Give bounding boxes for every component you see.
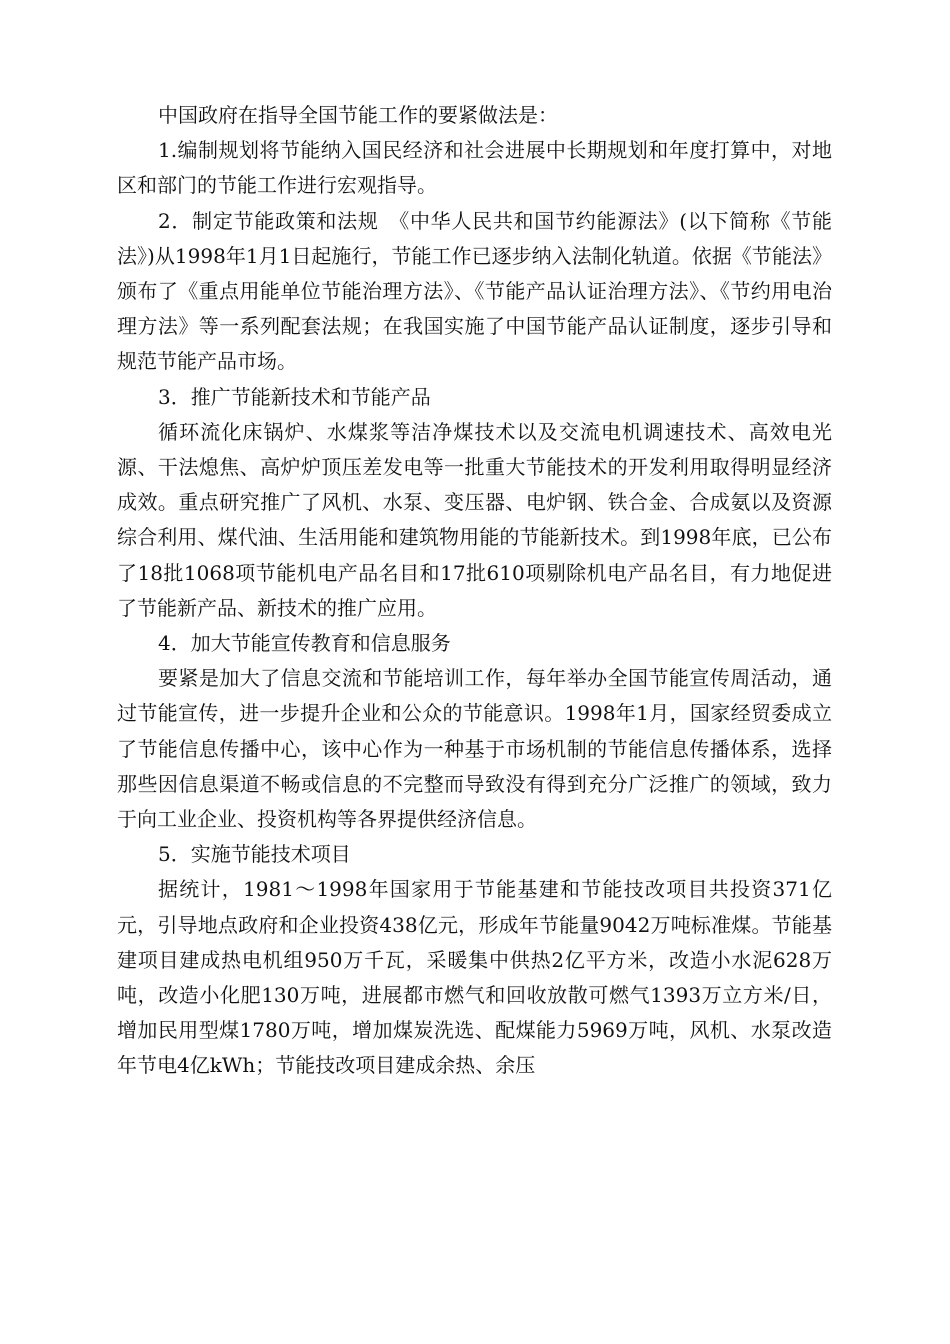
item-4-heading: 4．加大节能宣传教育和信息服务 — [158, 631, 451, 656]
item-1-planning-paragraph: 1.编制规划将节能纳入国民经济和社会进展中长期规划和年度打算中，对地区和部门的节能工作进行宏观指导。 — [117, 138, 832, 198]
item-2-policy-paragraph: 2．制定节能政策和法规 《中华人民共和国节约能源法》(以下简称《节能法》)从1998年1月1日起施行，节能工作已逐步纳入法制化轨道。依据《节能法》颁布了《重点用能单位节能治理方法》、《节能产品认证治理方法》、《节约用电治理方法》等一系列配套法规；在我国实施了中国节能产品认证制度，逐步引导和规范节能产品市场。 — [117, 208, 832, 374]
item-5-projects-paragraph: 据统计，1981～1998年国家用于节能基建和节能技改项目共投资371亿元，引导地点政府和企业投资438亿元，形成年节能量9042万吨标准煤。节能基建项目建成热电机组950万千瓦，采暖集中供热2亿平方米，改造小水泥628万吨，改造小化肥130万吨，进展都市燃气和回收放散可燃气1393万立方米/日，增加民用型煤1780万吨，增加煤炭洗选、配煤能力5969万吨，风机、水泵改造年节电4亿kWh；节能技改项目建成余热、余压 — [117, 877, 832, 1078]
document-body — [117, 98, 832, 1084]
item-5-heading: 5．实施节能技术项目 — [158, 842, 351, 867]
intro-paragraph: 中国政府在指导全国节能工作的要紧做法是： — [158, 103, 558, 127]
item-3-heading: 3．推广节能新技术和节能产品 — [158, 384, 431, 409]
item-4-publicity-paragraph: 要紧是加大了信息交流和节能培训工作，每年举办全国节能宣传周活动，通过节能宣传，进一步提升企业和公众的节能意识。1998年1月，国家经贸委成立了节能信息传播中心，该中心作为一种基于市场机制的节能信息传播体系，选择那些因信息渠道不畅或信息的不完整而导致没有得到充分广泛推广的领域，致力于向工业企业、投资机构等各界提供经济信息。 — [117, 666, 832, 832]
item-3-technology-paragraph: 循环流化床锅炉、水煤浆等洁净煤技术以及交流电机调速技术、高效电光源、干法熄焦、高炉炉顶压差发电等一批重大节能技术的开发利用取得明显经济成效。重点研究推广了风机、水泵、变压器、电炉钢、铁合金、合成氨以及资源综合利用、煤代油、生活用能和建筑物用能的节能新技术。到1998年底，已公布了18批1068项节能机电产品名目和17批610项剔除机电产品名目，有力地促进了节能新产品、新技术的推广应用。 — [117, 419, 832, 620]
